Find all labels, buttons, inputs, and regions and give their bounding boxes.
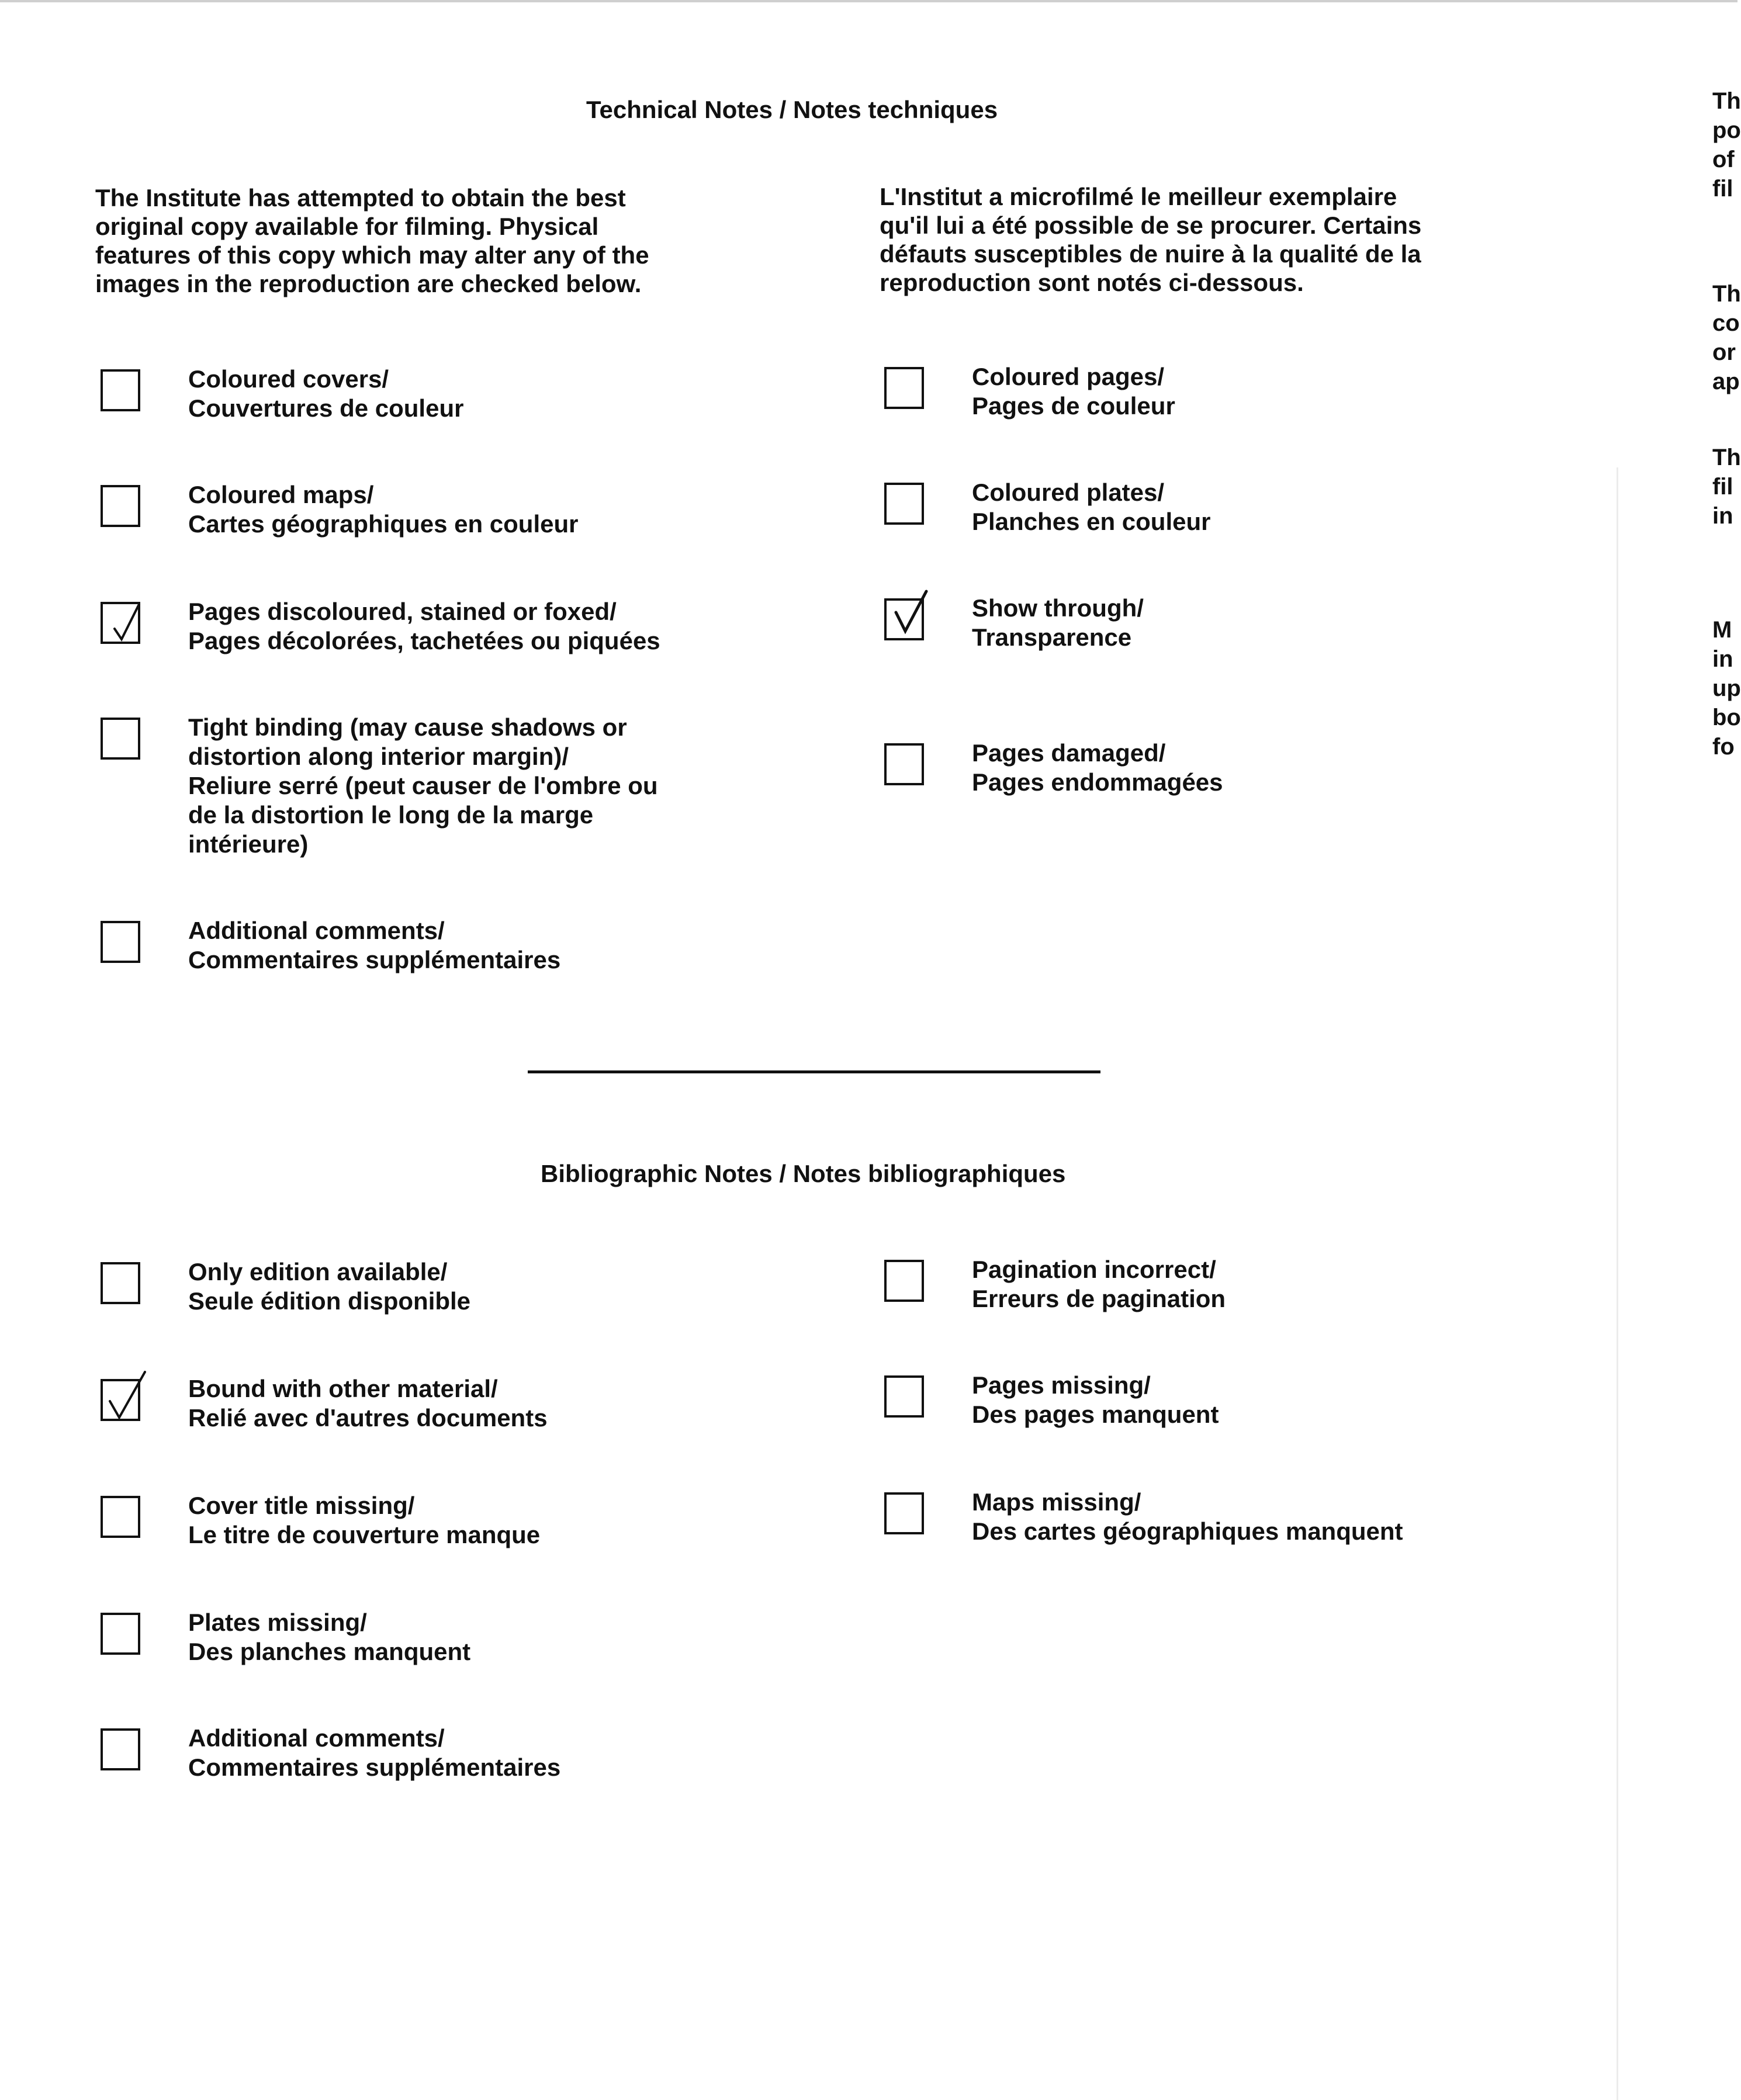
label-line: Couvertures de couleur <box>188 394 464 422</box>
checkbox[interactable] <box>884 1492 924 1534</box>
item-label <box>972 478 1210 536</box>
label-line: Coloured covers/ <box>188 365 389 393</box>
label-line: Pagination incorrect/ <box>972 1256 1216 1283</box>
item-label <box>188 480 579 539</box>
margin-fragment: up <box>1712 675 1741 701</box>
label-line: Pages damaged/ <box>972 739 1166 767</box>
item-label <box>972 594 1144 652</box>
checkbox[interactable] <box>884 483 924 525</box>
item-label <box>972 1371 1219 1429</box>
item-label <box>972 1255 1226 1314</box>
item-label <box>188 713 658 859</box>
intro-line: images in the reproduction are checked below. <box>95 270 642 297</box>
label-line: Pages de couleur <box>972 392 1175 420</box>
margin-fragment: ap <box>1712 369 1740 394</box>
margin-fragment: or <box>1712 339 1736 365</box>
item-label <box>188 916 560 975</box>
checkbox[interactable] <box>884 367 924 409</box>
intro-line: features of this copy which may alter any of the <box>95 241 649 269</box>
checkmark-icon <box>888 589 934 642</box>
margin-fragment: in <box>1712 503 1733 529</box>
label-line: Relié avec d'autres documents <box>188 1404 548 1432</box>
label-line: Cover title missing/ <box>188 1492 415 1519</box>
label-line: Reliure serré (peut causer de l'ombre ou <box>188 772 658 799</box>
margin-fragment: co <box>1712 310 1740 336</box>
label-line: Tight binding (may cause shadows or <box>188 713 627 741</box>
technical-intro-french <box>880 182 1421 297</box>
margin-fragment: fil <box>1712 474 1733 500</box>
label-line: Pages missing/ <box>972 1371 1151 1399</box>
label-line: Planches en couleur <box>972 508 1211 535</box>
margin-fragment: in <box>1712 646 1733 672</box>
checkbox[interactable] <box>101 1262 140 1304</box>
technical-intro-english <box>95 183 649 298</box>
margin-fragment: fo <box>1712 734 1735 760</box>
margin-fragment: of <box>1712 147 1735 172</box>
top-scan-edge <box>0 0 1737 2</box>
intro-line: The Institute has attempted to obtain the best <box>95 184 626 212</box>
item-label <box>188 1374 548 1433</box>
checkbox[interactable] <box>884 743 924 785</box>
label-line: Des planches manquent <box>188 1638 471 1665</box>
intro-line: reproduction sont notés ci-dessous. <box>880 269 1304 296</box>
label-line: distortion along interior margin)/ <box>188 743 569 770</box>
label-line: Show through/ <box>972 594 1144 622</box>
checkbox[interactable] <box>101 718 140 760</box>
label-line: Only edition available/ <box>188 1258 448 1285</box>
margin-fragment: Th <box>1712 281 1741 307</box>
intro-line: original copy available for filming. Physical <box>95 213 599 240</box>
label-line: Erreurs de pagination <box>972 1285 1226 1312</box>
label-line: Additional comments/ <box>188 1724 445 1752</box>
label-line: Cartes géographiques en couleur <box>188 510 579 538</box>
label-line: Pages endommagées <box>972 768 1223 796</box>
checkmark-icon <box>104 1370 151 1422</box>
label-line: de la distortion le long de la marge <box>188 801 594 829</box>
label-line: Coloured plates/ <box>972 479 1165 506</box>
margin-fragment: bo <box>1712 705 1741 730</box>
label-line: Seule édition disponible <box>188 1287 471 1315</box>
item-label <box>972 362 1175 421</box>
checkmark-icon <box>104 592 151 645</box>
label-line: Plates missing/ <box>188 1609 367 1636</box>
label-line: Commentaires supplémentaires <box>188 1754 561 1781</box>
label-line: Bound with other material/ <box>188 1375 498 1402</box>
page-fold-line <box>1617 467 1618 2100</box>
checkbox[interactable] <box>101 1496 140 1538</box>
label-line: Additional comments/ <box>188 917 445 944</box>
label-line: Pages discoloured, stained or foxed/ <box>188 598 617 625</box>
checkbox[interactable] <box>884 1375 924 1418</box>
checkbox[interactable] <box>101 921 140 963</box>
margin-fragment: M <box>1712 617 1732 643</box>
label-line: Coloured maps/ <box>188 481 374 508</box>
label-line: Commentaires supplémentaires <box>188 946 561 973</box>
label-line: Pages décolorées, tachetées ou piquées <box>188 627 660 654</box>
label-line: Des cartes géographiques manquent <box>972 1517 1403 1545</box>
margin-fragment: fil <box>1712 176 1733 202</box>
label-line: Transparence <box>972 623 1132 651</box>
item-label <box>188 597 660 656</box>
checkbox[interactable] <box>101 369 140 411</box>
intro-line: L'Institut a microfilmé le meilleur exemplaire <box>880 183 1397 210</box>
item-label <box>188 365 463 423</box>
label-line: Le titre de couverture manque <box>188 1521 541 1548</box>
item-label <box>188 1724 560 1782</box>
item-label <box>188 1257 470 1316</box>
margin-fragment: po <box>1712 117 1741 143</box>
item-label <box>188 1491 540 1550</box>
section-divider <box>528 1070 1100 1073</box>
label-line: Maps missing/ <box>972 1488 1141 1516</box>
item-label <box>972 739 1223 797</box>
bibliographic-notes-heading: Bibliographic Notes / Notes bibliographiques <box>541 1160 1066 1187</box>
checkbox[interactable] <box>101 1613 140 1655</box>
margin-fragment: Th <box>1712 445 1741 470</box>
label-line: intérieure) <box>188 830 309 858</box>
technical-notes-heading: Technical Notes / Notes techniques <box>586 96 998 123</box>
checkbox[interactable] <box>884 1260 924 1302</box>
intro-line: défauts susceptibles de nuire à la qualité de la <box>880 240 1421 268</box>
checkbox[interactable] <box>101 485 140 527</box>
label-line: Coloured pages/ <box>972 363 1165 390</box>
checkbox[interactable] <box>101 1728 140 1770</box>
margin-fragment: Th <box>1712 88 1741 114</box>
item-label <box>972 1488 1403 1546</box>
intro-line: qu'il lui a été possible de se procurer. Certains <box>880 212 1422 239</box>
label-line: Des pages manquent <box>972 1401 1219 1428</box>
item-label <box>188 1608 470 1666</box>
